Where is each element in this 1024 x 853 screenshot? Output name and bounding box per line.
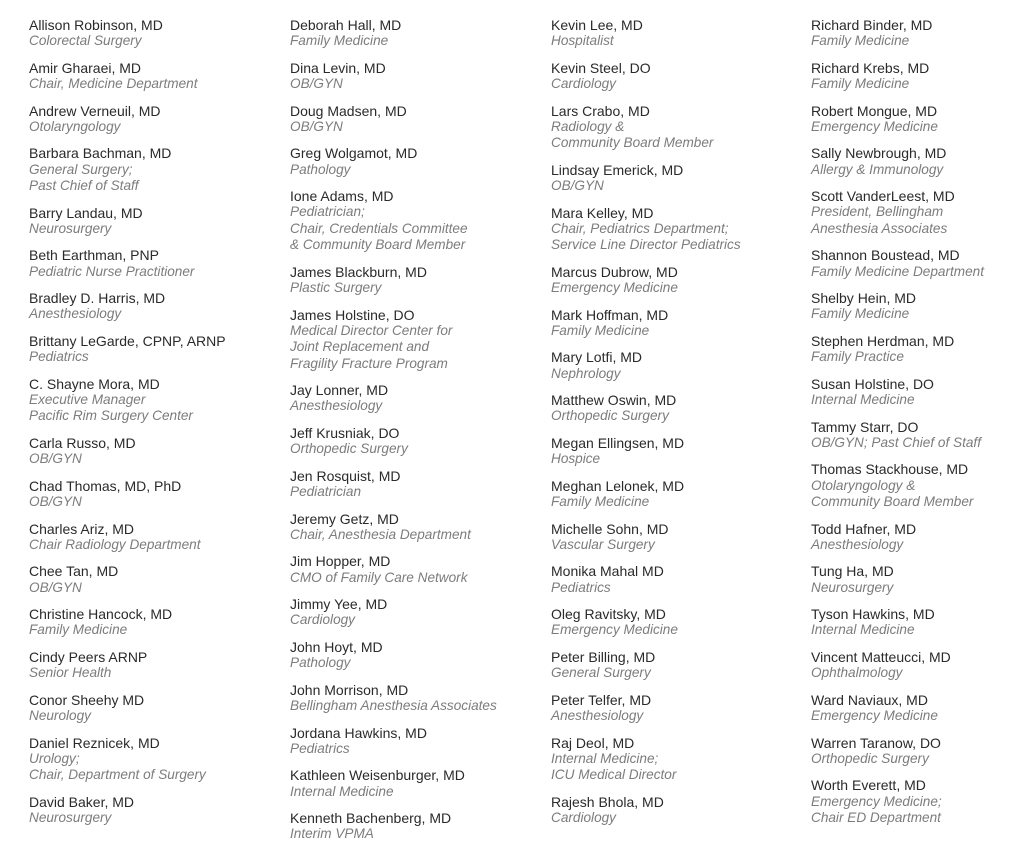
physician-role: OB/GYN — [29, 451, 82, 467]
physician-role: Chair, Pediatrics Department; — [551, 220, 729, 236]
physician-role: Community Board Member — [811, 493, 974, 509]
directory-entry — [290, 264, 545, 297]
physician-name: Jay Lonner, MD — [290, 382, 389, 399]
directory-entry — [29, 103, 284, 136]
physician-role: Emergency Medicine — [811, 707, 938, 723]
directory-entry — [29, 649, 284, 682]
physician-role: Anesthesiology — [811, 536, 904, 552]
directory-column-3 — [551, 17, 806, 837]
physician-name: Allison Robinson, MD — [29, 17, 163, 33]
physician-name: Lindsay Emerick, MD — [551, 161, 684, 178]
directory-entry — [551, 60, 806, 93]
physician-role: Otolaryngology & — [811, 477, 916, 493]
physician-role: Chair Radiology Department — [29, 536, 201, 552]
physician-name: John Hoyt, MD — [290, 638, 383, 655]
directory-entry — [811, 692, 1024, 725]
physician-name: Jeremy Getz, MD — [290, 510, 399, 527]
physician-role: Cardiology — [290, 612, 355, 628]
physician-name: Jen Rosquist, MD — [290, 467, 401, 484]
physician-role: Neurosurgery — [811, 579, 894, 595]
physician-name: John Morrison, MD — [290, 681, 409, 698]
directory-entry — [29, 735, 284, 784]
physician-role: ICU Medical Director — [551, 767, 677, 783]
physician-name: Beth Earthman, PNP — [29, 247, 159, 264]
directory-entry — [290, 511, 545, 544]
directory-entry — [811, 606, 1024, 639]
directory-entry — [551, 264, 806, 297]
directory-entry — [290, 425, 545, 458]
physician-name: Tung Ha, MD — [811, 563, 894, 580]
physician-name: Tammy Starr, DO — [811, 418, 919, 435]
directory-column-2 — [290, 17, 545, 853]
physician-role: & Community Board Member — [290, 237, 466, 253]
physician-role: Pediatrician; — [290, 204, 365, 220]
directory-entry — [551, 563, 806, 596]
physician-role: Internal Medicine — [811, 622, 915, 638]
physician-role: Pediatric Nurse Practitioner — [29, 263, 195, 279]
physician-role: Anesthesia Associates — [811, 220, 948, 236]
physician-name: Jordana Hawkins, MD — [290, 724, 427, 741]
directory-entry — [551, 735, 806, 784]
physician-role: Orthopedic Surgery — [290, 441, 408, 457]
physician-role: Pediatrics — [290, 740, 350, 756]
directory-entry — [29, 376, 284, 425]
directory-entry — [29, 692, 284, 725]
physician-name: James Holstine, DO — [290, 306, 415, 323]
physician-name: Todd Hafner, MD — [811, 520, 917, 537]
directory-entry — [29, 435, 284, 468]
directory-entry — [811, 188, 1024, 237]
physician-role: Family Medicine — [551, 493, 650, 509]
physician-role: Family Medicine Department — [811, 263, 985, 279]
physician-role: Internal Medicine — [811, 391, 915, 407]
physician-role: Nephrology — [551, 365, 621, 381]
physician-role: President, Bellingham — [811, 204, 944, 220]
physician-role: Joint Replacement and — [290, 339, 430, 355]
physician-role: Family Medicine — [811, 306, 910, 322]
directory-entry — [551, 478, 806, 511]
directory-entry — [811, 777, 1024, 826]
directory-entry — [811, 735, 1024, 768]
directory-entry — [29, 606, 284, 639]
directory-entry — [290, 682, 545, 715]
directory-entry — [811, 333, 1024, 366]
physician-role: Vascular Surgery — [551, 536, 655, 552]
physician-name: Kevin Steel, DO — [551, 59, 651, 76]
physician-name: Cindy Peers ARNP — [29, 648, 148, 665]
physician-role: Executive Manager — [29, 391, 146, 407]
physician-name: Worth Everett, MD — [811, 777, 926, 794]
physician-name: Shelby Hein, MD — [811, 290, 917, 307]
directory-entry — [551, 649, 806, 682]
physician-name: Monika Mahal MD — [551, 563, 664, 580]
physician-name: Bradley D. Harris, MD — [29, 290, 166, 307]
physician-name: Tyson Hawkins, MD — [811, 606, 935, 623]
physician-role: Neurosurgery — [29, 220, 112, 236]
directory-entry — [811, 103, 1024, 136]
physician-role: OB/GYN — [29, 493, 82, 509]
physician-role: Internal Medicine — [290, 783, 394, 799]
physician-role: Emergency Medicine — [551, 622, 678, 638]
physician-name: Peter Billing, MD — [551, 648, 656, 665]
directory-entry — [551, 17, 806, 50]
physician-name: Meghan Lelonek, MD — [551, 477, 685, 494]
physician-role: Pacific Rim Surgery Center — [29, 408, 193, 424]
physician-role: Family Medicine — [811, 76, 910, 91]
physician-name: Oleg Ravitsky, MD — [551, 606, 666, 623]
directory-entry — [811, 649, 1024, 682]
physician-role: Family Medicine — [29, 622, 128, 638]
directory-entry — [290, 767, 545, 800]
directory-entry — [29, 521, 284, 554]
physician-role: Orthopedic Surgery — [551, 408, 669, 424]
physician-name: Peter Telfer, MD — [551, 691, 652, 708]
physician-role: Orthopedic Surgery — [811, 750, 929, 766]
physician-name: Ione Adams, MD — [290, 188, 394, 205]
directory-entry — [29, 145, 284, 194]
physician-name: Amir Gharaei, MD — [29, 59, 142, 76]
physician-role: Hospitalist — [551, 33, 614, 49]
physician-name: Jimmy Yee, MD — [290, 596, 388, 613]
physician-name: Conor Sheehy MD — [29, 691, 145, 708]
directory-entry — [811, 521, 1024, 554]
physician-role: Urology; — [29, 750, 80, 766]
directory-entry — [551, 205, 806, 254]
directory-entry — [811, 419, 1024, 452]
physician-name: Kevin Lee, MD — [551, 17, 643, 33]
physician-role: Allergy & Immunology — [811, 161, 944, 177]
directory-entry — [811, 247, 1024, 280]
directory-entry — [29, 563, 284, 596]
directory-entry — [551, 392, 806, 425]
physician-name: Scott VanderLeest, MD — [811, 188, 955, 205]
physician-role: Family Medicine — [811, 33, 910, 49]
physician-role: Chair, Anesthesia Department — [290, 526, 471, 542]
directory-column-4 — [811, 17, 1024, 837]
physician-role: Chair ED Department — [811, 809, 941, 825]
physician-role: Anesthesiology — [290, 398, 383, 414]
physician-role: OB/GYN — [551, 178, 604, 193]
physician-role: OB/GYN — [290, 76, 343, 91]
directory-entry — [290, 596, 545, 629]
directory-entry — [290, 145, 545, 178]
directory-entry — [290, 639, 545, 672]
directory-entry — [551, 794, 806, 827]
physician-role: Radiology & — [551, 118, 625, 134]
physician-name: Deborah Hall, MD — [290, 17, 402, 33]
physician-role: Senior Health — [29, 665, 112, 681]
physician-role: OB/GYN; Past Chief of Staff — [811, 434, 981, 450]
physician-role: Cardiology — [551, 76, 616, 91]
physician-name: Shannon Boustead, MD — [811, 247, 960, 264]
physician-role: Plastic Surgery — [290, 280, 382, 295]
physician-name: Greg Wolgamot, MD — [290, 145, 418, 162]
directory-entry — [811, 461, 1024, 510]
physician-role: General Surgery — [551, 665, 651, 681]
directory-entry — [29, 794, 284, 827]
physician-role: Anesthesiology — [29, 306, 122, 322]
directory-entry — [290, 188, 545, 253]
physician-name: Warren Taranow, DO — [811, 734, 941, 751]
physician-role: Chair, Credentials Committee — [290, 220, 468, 236]
physician-role: OB/GYN — [290, 118, 343, 134]
directory-entry — [551, 307, 806, 340]
directory-entry — [29, 205, 284, 238]
physician-name: Jeff Krusniak, DO — [290, 425, 400, 441]
physician-role: Pediatrician — [290, 484, 362, 499]
physician-name: Matthew Oswin, MD — [551, 392, 677, 409]
physician-name: Kenneth Bachenberg, MD — [290, 810, 452, 827]
directory-entry — [29, 247, 284, 280]
physician-name: Chad Thomas, MD, PhD — [29, 477, 182, 494]
physician-role: Neurosurgery — [29, 809, 112, 825]
directory-entry — [290, 810, 545, 843]
physician-role: Colorectal Surgery — [29, 33, 142, 49]
physician-name: Mary Lotfi, MD — [551, 349, 643, 366]
directory-entry — [811, 60, 1024, 93]
physician-role: Anesthesiology — [551, 707, 644, 723]
directory-entry — [29, 333, 284, 366]
physician-name: Doug Madsen, MD — [290, 102, 407, 119]
physician-role: Pathology — [290, 161, 351, 177]
physician-role: OB/GYN — [29, 579, 82, 595]
physician-role: Fragility Fracture Program — [290, 355, 448, 371]
directory-entry — [551, 692, 806, 725]
directory-entry — [811, 563, 1024, 596]
physician-role: Family Practice — [811, 349, 904, 365]
directory-entry — [29, 290, 284, 323]
physician-name: Charles Ariz, MD — [29, 520, 135, 537]
physician-name: Chee Tan, MD — [29, 563, 119, 580]
physician-role: Community Board Member — [551, 135, 714, 151]
physician-name: Susan Holstine, DO — [811, 375, 934, 392]
physician-name: Sally Newbrough, MD — [811, 145, 947, 162]
directory-entry — [290, 382, 545, 415]
physician-name: Megan Ellingsen, MD — [551, 434, 685, 451]
directory-entry — [811, 17, 1024, 50]
directory-entry — [290, 17, 545, 50]
directory-entry — [551, 435, 806, 468]
physician-name: Robert Mongue, MD — [811, 102, 938, 119]
physician-name: Vincent Matteucci, MD — [811, 648, 951, 665]
physician-role: Service Line Director Pediatrics — [551, 237, 741, 253]
physician-role: Medical Director Center for — [290, 322, 453, 338]
physician-name: Lars Crabo, MD — [551, 102, 650, 119]
physician-role: Hospice — [551, 451, 601, 467]
physician-name: Ward Naviaux, MD — [811, 691, 928, 708]
directory-entry — [290, 553, 545, 586]
physician-name: Mara Kelley, MD — [551, 204, 654, 221]
physician-name: Stephen Herdman, MD — [811, 332, 955, 349]
physician-name: Michelle Sohn, MD — [551, 520, 669, 537]
physician-name: Andrew Verneuil, MD — [29, 102, 161, 119]
physician-name: Dina Levin, MD — [290, 59, 386, 76]
physician-role: Chair, Medicine Department — [29, 76, 198, 91]
directory-entry — [290, 103, 545, 136]
physician-role: Pediatrics — [29, 349, 89, 365]
physician-role: Family Medicine — [551, 322, 650, 338]
directory-entry — [811, 376, 1024, 409]
physician-role: Chair, Department of Surgery — [29, 767, 206, 783]
directory-entry — [29, 60, 284, 93]
physician-role: Cardiology — [551, 809, 616, 825]
physician-role: Otolaryngology — [29, 118, 121, 134]
physician-role: Past Chief of Staff — [29, 178, 139, 193]
directory-entry — [290, 60, 545, 93]
physician-name: Daniel Reznicek, MD — [29, 734, 160, 751]
directory-entry — [29, 478, 284, 511]
physician-name: Thomas Stackhouse, MD — [811, 461, 969, 478]
physician-name: Raj Deol, MD — [551, 734, 635, 751]
physician-role: Neurology — [29, 707, 91, 723]
physician-name: Kathleen Weisenburger, MD — [290, 767, 465, 784]
directory-entry — [290, 468, 545, 501]
physician-name: Jim Hopper, MD — [290, 553, 391, 570]
directory-column-1 — [29, 17, 284, 837]
physician-role: CMO of Family Care Network — [290, 569, 468, 585]
physician-name: Richard Binder, MD — [811, 17, 933, 33]
directory-entry — [811, 290, 1024, 323]
directory-entry — [551, 521, 806, 554]
physician-role: Pediatrics — [551, 579, 611, 595]
physician-role: Pathology — [290, 655, 351, 671]
physician-role: Interim VPMA — [290, 826, 374, 842]
physician-role: Family Medicine — [290, 33, 389, 49]
directory-entry — [551, 606, 806, 639]
directory-entry — [811, 145, 1024, 178]
physician-role: Emergency Medicine — [551, 280, 678, 295]
physician-role: Emergency Medicine; — [811, 793, 942, 809]
directory-entry — [551, 162, 806, 195]
physician-name: David Baker, MD — [29, 793, 135, 810]
physician-role: Ophthalmology — [811, 665, 903, 681]
physician-role: Internal Medicine; — [551, 750, 659, 766]
physician-name: Mark Hoffman, MD — [551, 306, 669, 323]
physician-name: Richard Krebs, MD — [811, 59, 930, 76]
physician-name: Brittany LeGarde, CPNP, ARNP — [29, 332, 226, 349]
physician-name: Barbara Bachman, MD — [29, 145, 172, 162]
directory-entry — [29, 17, 284, 50]
physician-name: C. Shayne Mora, MD — [29, 375, 160, 392]
physician-name: Rajesh Bhola, MD — [551, 793, 664, 810]
physician-name: Barry Landau, MD — [29, 204, 143, 221]
physician-role: Bellingham Anesthesia Associates — [290, 697, 497, 713]
directory-entry — [551, 349, 806, 382]
physician-name: James Blackburn, MD — [290, 263, 427, 280]
physician-role: General Surgery; — [29, 161, 133, 177]
directory-entry — [551, 103, 806, 152]
directory-entry — [290, 725, 545, 758]
physician-name: Marcus Dubrow, MD — [551, 263, 678, 280]
physician-name: Carla Russo, MD — [29, 434, 136, 451]
physician-role: Emergency Medicine — [811, 118, 938, 134]
directory-entry — [290, 307, 545, 372]
physician-name: Christine Hancock, MD — [29, 606, 173, 623]
